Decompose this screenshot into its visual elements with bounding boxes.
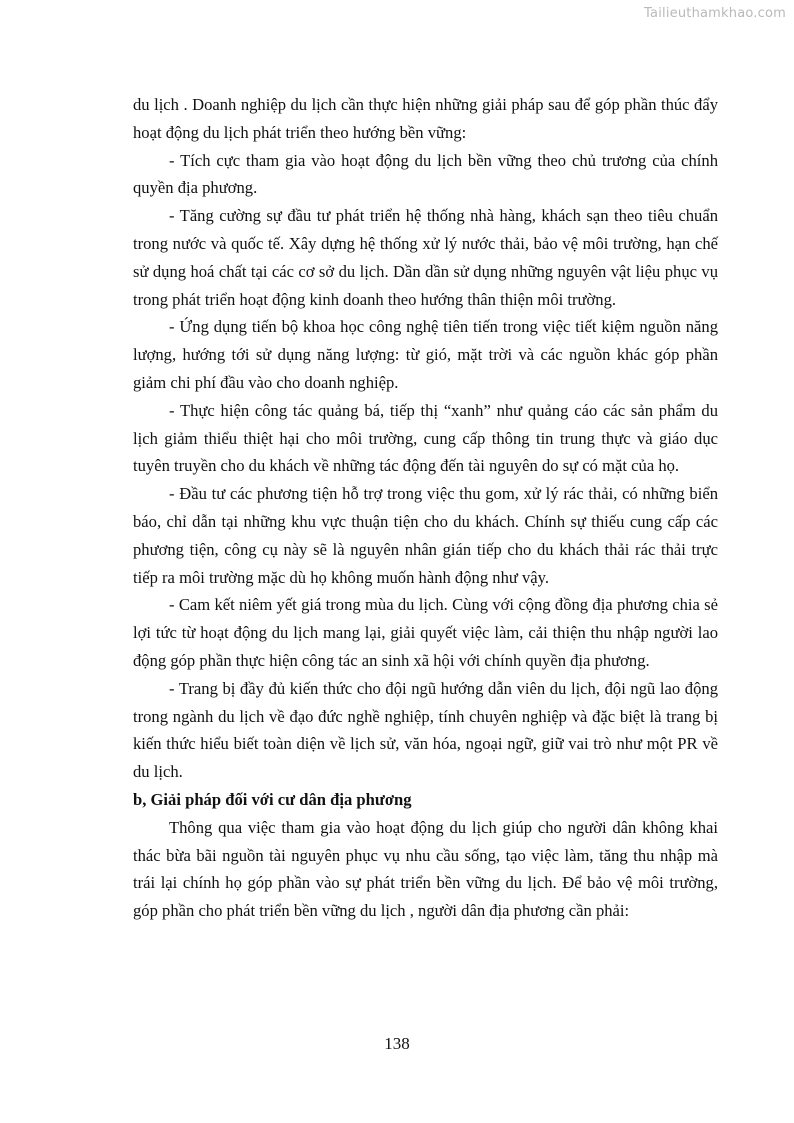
bullet-participate: - Tích cực tham gia vào hoạt động du lịch bền vững theo chủ trương của chính quyền địa phương. — [133, 150, 718, 198]
bullet-staff-training: - Trang bị đầy đủ kiến thức cho đội ngũ hướng dẫn viên du lịch, đội ngũ lao động trong ngành du lịch về đạo đức nghề nghiệp, tính chuyên nghiệp và đặc biệt là trang bị kiến thức hiểu biết toàn diện về lịch sử, văn hóa, ngoại ngữ, giữ vai trò như một PR về du lịch. — [133, 678, 718, 782]
bullet-green-marketing: - Thực hiện công tác quảng bá, tiếp thị “xanh” như quảng cáo các sản phẩm du lịch giảm thiểu thiệt hại cho môi trường, cung cấp thông tin trung thực và giáo dục tuyên truyền cho du khách về những tác động đến tài nguyên do sự có mặt của họ. — [133, 400, 718, 476]
paragraph-residents: Thông qua việc tham gia vào hoạt động du lịch giúp cho người dân không khai thác bừa bãi nguồn tài nguyên phục vụ nhu cầu sống, tạo việc làm, tăng thu nhập mà trái lại chính họ góp phần vào sự phát triển bền vững du lịch. Để bảo vệ môi trường, góp phần cho phát triển bền vững du lịch , người dân địa phương cần phải: — [133, 817, 718, 921]
watermark-text: Tailieuthamkhao.com — [644, 6, 786, 21]
bullet-price-listing: - Cam kết niêm yết giá trong mùa du lịch. Cùng với cộng đồng địa phương chia sẻ lợi tức từ hoạt động du lịch mang lại, giải quyết việc làm, cải thiện thu nhập người lao động góp phần thực hiện công tác an sinh xã hội với chính quyền địa phương. — [133, 595, 718, 670]
section-heading: b, Giải pháp đối với cư dân địa phương — [133, 789, 412, 809]
bullet-invest-facilities: - Tăng cường sự đầu tư phát triển hệ thống nhà hàng, khách sạn theo tiêu chuẩn trong nước và quốc tế. Xây dựng hệ thống xử lý nước thải, bảo vệ môi trường, hạn chế sử dụng hoá chất tại các cơ sở du lịch. Dần dần sử dụng những nguyên vật liệu phục vụ trong phát triển hoạt động kinh doanh theo hướng thân thiện môi trường. — [133, 206, 718, 309]
page-body — [133, 91, 718, 925]
bullet-technology: - Ứng dụng tiến bộ khoa học công nghệ tiên tiến trong việc tiết kiệm nguồn năng lượng, hướng tới sử dụng năng lượng: từ gió, mặt trời và các nguồn khác góp phần giảm chi phí đầu vào cho doanh nghiệp. — [133, 317, 718, 392]
page-number: 138 — [384, 1034, 410, 1053]
paragraph-intro: du lịch . Doanh nghiệp du lịch cần thực hiện những giải pháp sau để góp phần thúc đẩy hoạt động du lịch phát triển theo hướng bền vững: — [133, 95, 718, 142]
bullet-waste-collection: - Đầu tư các phương tiện hỗ trợ trong việc thu gom, xử lý rác thải, có những biển báo, chỉ dẫn tại những khu vực thuận tiện cho du khách. Chính sự thiếu cung cấp các phương tiện, công cụ này sẽ là nguyên nhân gián tiếp cho du khách thải rác thải trực tiếp ra môi trường mặc dù họ không muốn hành động như vậy. — [133, 484, 718, 587]
